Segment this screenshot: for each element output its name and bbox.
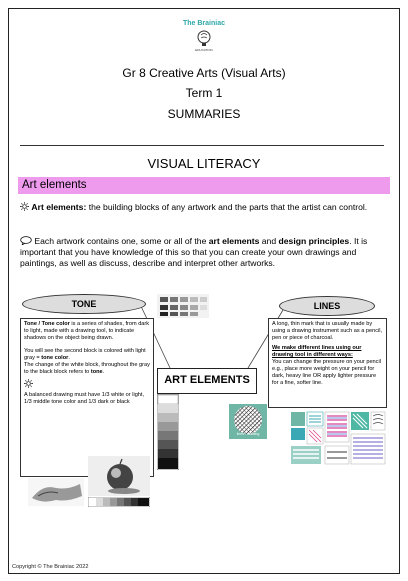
tone-definition: Tone / Tone color is a series of shades, from dark to light, made with a drawing tool, to indicate shadows on the object being drawn. (24, 321, 150, 341)
balanced-drawing-note: A balanced drawing must have 1/3 white or light, 1/3 middle tone color and 1/3 dark or black (24, 392, 145, 405)
tone-oval: TONE (22, 294, 146, 314)
line-definition: A long, thin mark that is usually made by using a drawing instrument such as a pencil, pen or piece of charcoal. (272, 321, 383, 341)
lines-box (268, 318, 387, 408)
lines-oval: LINES (279, 296, 375, 316)
grade-title: Gr 8 Creative Arts (Visual Arts) (122, 66, 286, 80)
tone-color-note: You will see the second block is colored with light gray = tone color. (24, 348, 146, 361)
band-title: Art elements (22, 179, 87, 191)
tone-strip-image (88, 497, 150, 507)
term-title: Term 1 (185, 86, 223, 100)
hatch-caption: lines - drawing (236, 432, 260, 436)
summaries-title: SUMMARIES (167, 107, 241, 121)
copyright-text: Copyright © The Brainiac 2022 (12, 564, 89, 570)
art-elements-label: ART ELEMENTS (157, 368, 257, 394)
hand-drawing-image (28, 478, 84, 506)
line-method-heading: We make different lines using our drawing tool in different ways: (272, 345, 362, 358)
line-patterns-image (289, 410, 387, 466)
line-pressure-note: You can change the pressure on your pencil e.g., place more weight on your pencil for dark, heavy line OR apply lighter pressure for a fine, softer line. (272, 359, 381, 386)
tone-scale-image (157, 394, 179, 470)
sun-icon (24, 379, 33, 388)
logo-subtext: EDUCATION (195, 48, 213, 52)
section-title: VISUAL LITERACY (147, 156, 261, 171)
art-elements-paragraph: Art elements: the building blocks of any artwork and the parts that the artist can control. (20, 202, 388, 213)
apple-drawing-image (88, 456, 150, 496)
tone-change-note: The change of the white block, throughout the gray to the black block refers to tone. (24, 362, 150, 375)
art-elements-description: Each artwork contains one, some or all of the art elements and design principles. It is important that you have knowledge of this so that you can create your own drawings and paintings, as well as discuss, describe and interpret other artworks. (20, 236, 368, 268)
charcoal-swatches-image (157, 294, 209, 318)
brand-name: The Brainiac (182, 20, 225, 27)
tone-box (20, 318, 154, 477)
